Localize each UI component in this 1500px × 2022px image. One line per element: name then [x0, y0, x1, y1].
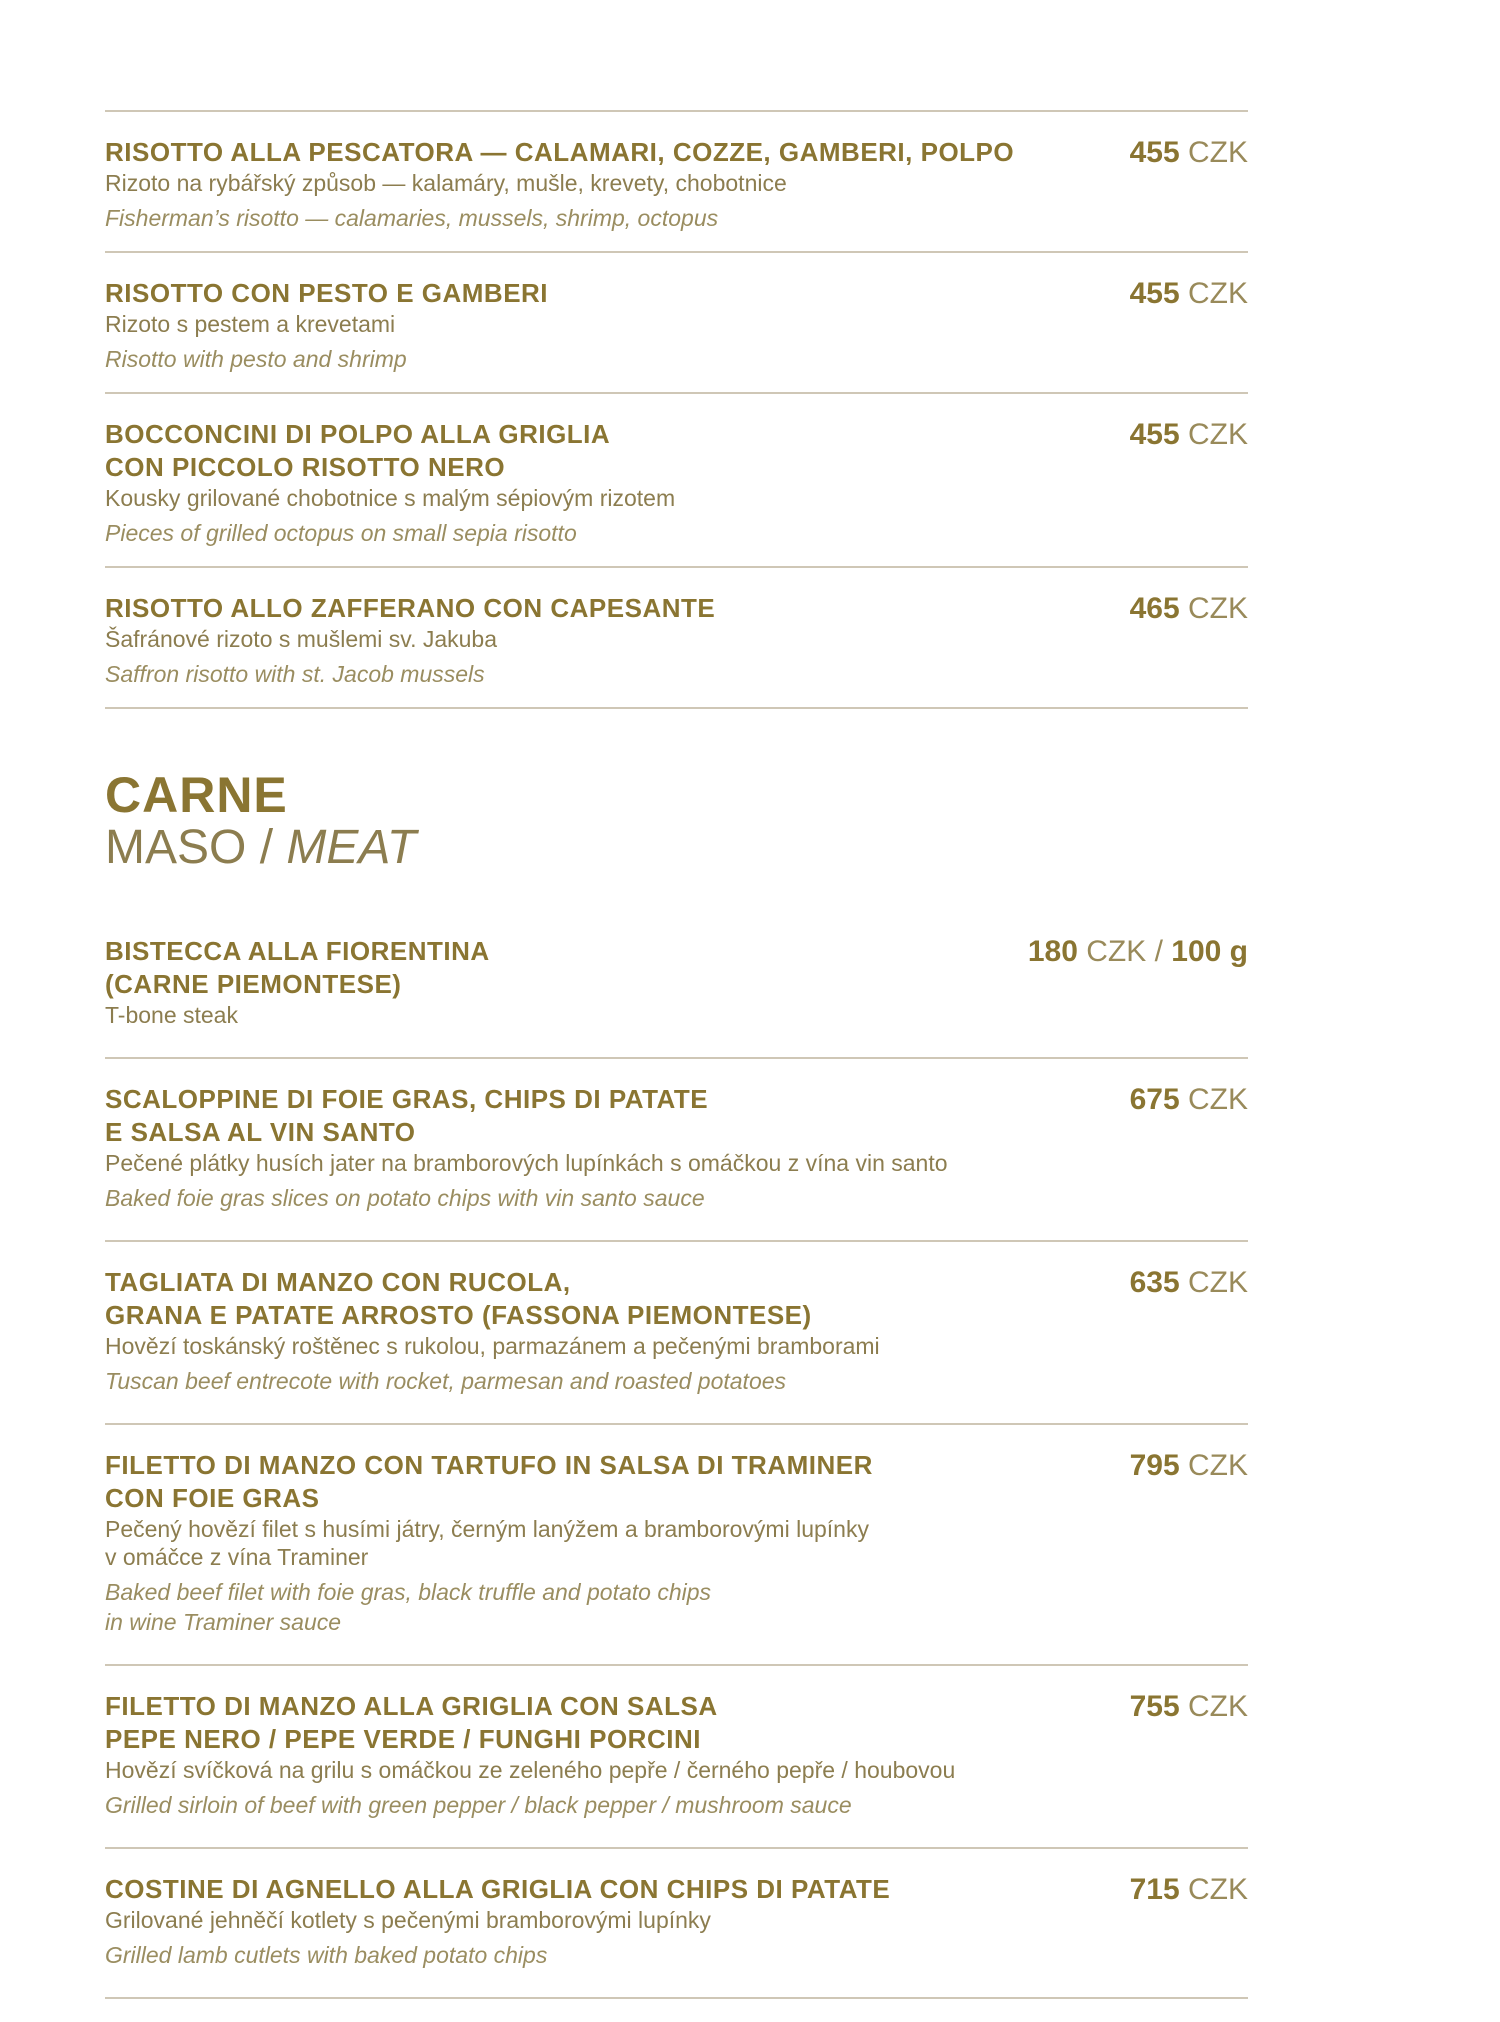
menu-item — [105, 1425, 1248, 1664]
divider — [105, 1997, 1248, 1999]
price-currency: CZK — [1086, 935, 1147, 968]
price-currency: CZK — [1188, 592, 1248, 625]
dish-name-it: RISOTTO ALLA PESCATORA — CALAMARI, COZZE, GAMBERI, POLPO — [105, 137, 1015, 167]
dish-name-it: RISOTTO ALLO ZAFFERANO CON CAPESANTE — [105, 593, 716, 623]
price-currency: CZK — [1188, 1266, 1248, 1299]
menu-item-text — [105, 277, 1110, 373]
section-header-carne — [105, 709, 1248, 875]
dish-name-it: CON PICCOLO RISOTTO NERO — [105, 452, 506, 482]
dish-name-it: BOCCONCINI DI POLPO ALLA GRIGLIA — [105, 419, 611, 449]
price-unit: 100 g — [1171, 935, 1248, 968]
menu-item-text — [105, 1266, 1110, 1395]
price-amount: 755 — [1129, 1690, 1180, 1723]
dish-name-en: Pieces of grilled octopus on small sepia risotto — [105, 520, 577, 546]
menu-item-text — [105, 1690, 1110, 1819]
dish-name-it: FILETTO DI MANZO ALLA GRIGLIA CON SALSA — [105, 1691, 718, 1721]
section-title: CARNE — [105, 767, 288, 823]
dish-name-cz: Šafránové rizoto s mušlemi sv. Jakuba — [105, 626, 498, 652]
price-amount: 180 — [1027, 935, 1078, 968]
menu-item-text — [105, 1449, 1110, 1636]
menu-item — [105, 253, 1248, 392]
menu-item-text — [105, 1873, 1110, 1969]
dish-price — [1110, 1265, 1248, 1301]
menu-item-text — [105, 418, 1110, 547]
menu-item-text — [105, 592, 1110, 688]
price-currency: CZK — [1188, 277, 1248, 310]
dish-name-it: SCALOPPINE DI FOIE GRAS, CHIPS DI PATATE — [105, 1084, 709, 1114]
dish-price — [1110, 1689, 1248, 1725]
dish-price — [1110, 1082, 1248, 1118]
price-currency: CZK — [1188, 1873, 1248, 1906]
dish-name-cz: Kousky grilované chobotnice s malým sépiovým rizotem — [105, 485, 676, 511]
price-amount: 675 — [1129, 1083, 1180, 1116]
dish-name-en: Risotto with pesto and shrimp — [105, 346, 407, 372]
dish-price — [1110, 135, 1248, 171]
dish-price — [1110, 276, 1248, 312]
menu-item — [105, 1849, 1248, 1997]
dish-price — [1110, 1872, 1248, 1908]
dish-price — [1110, 1448, 1248, 1484]
price-amount: 795 — [1129, 1449, 1180, 1482]
dish-name-it: FILETTO DI MANZO CON TARTUFO IN SALSA DI TRAMINER — [105, 1450, 873, 1480]
price-amount: 635 — [1129, 1266, 1180, 1299]
menu-item-text — [105, 935, 1008, 1029]
price-amount: 715 — [1129, 1873, 1180, 1906]
dish-name-en: Fisherman’s risotto — calamaries, mussels, shrimp, octopus — [105, 205, 719, 231]
dish-name-it: E SALSA AL VIN SANTO — [105, 1117, 416, 1147]
menu-item — [105, 568, 1248, 707]
dish-name-cz: T-bone steak — [105, 1002, 238, 1028]
dish-name-it: RISOTTO CON PESTO E GAMBERI — [105, 278, 549, 308]
dish-name-en: Grilled lamb cutlets with baked potato chips — [105, 1942, 548, 1968]
price-amount: 455 — [1129, 277, 1180, 310]
price-amount: 455 — [1129, 136, 1180, 169]
dish-name-cz: Rizoto na rybářský způsob — kalamáry, mušle, krevety, chobotnice — [105, 170, 787, 196]
price-currency: CZK — [1188, 1449, 1248, 1482]
price-currency: CZK — [1188, 1083, 1248, 1116]
dish-name-cz: Hovězí svíčková na grilu s omáčkou ze zeleného pepře / černého pepře / houbovou — [105, 1757, 956, 1783]
dish-name-en: Grilled sirloin of beef with green pepper / black pepper / mushroom sauce — [105, 1792, 852, 1818]
menu-item-text — [105, 136, 1110, 232]
dish-name-en: in wine Traminer sauce — [105, 1609, 342, 1635]
menu-item — [105, 1666, 1248, 1847]
dish-name-cz: Hovězí toskánský roštěnec s rukolou, parmazánem a pečenými bramborami — [105, 1333, 880, 1359]
price-currency: CZK — [1188, 418, 1248, 451]
section-subtitle-separator: / — [246, 821, 287, 874]
dish-name-it: PEPE NERO / PEPE VERDE / FUNGHI PORCINI — [105, 1724, 701, 1754]
menu-item — [105, 1242, 1248, 1423]
price-currency: CZK — [1188, 136, 1248, 169]
menu-item — [105, 911, 1248, 1057]
dish-name-it: COSTINE DI AGNELLO ALLA GRIGLIA CON CHIPS DI PATATE — [105, 1874, 891, 1904]
dish-name-cz: v omáčce z vína Traminer — [105, 1544, 369, 1570]
dish-name-it: GRANA E PATATE ARROSTO (FASSONA PIEMONTESE) — [105, 1300, 812, 1330]
dish-price — [1008, 934, 1248, 970]
dish-name-cz: Pečený hovězí filet s husími játry, černým lanýžem a bramborovými lupínky — [105, 1516, 869, 1542]
price-currency: CZK — [1188, 1690, 1248, 1723]
menu-item — [105, 1059, 1248, 1240]
dish-name-en: Baked beef filet with foie gras, black truffle and potato chips — [105, 1579, 712, 1605]
dish-name-en: Saffron risotto with st. Jacob mussels — [105, 661, 485, 687]
dish-name-cz: Pečené plátky husích jater na bramborových lupínkách s omáčkou z vína vin santo — [105, 1150, 948, 1176]
section-subtitle-cz: MASO — [105, 821, 247, 874]
meat-list — [105, 911, 1248, 1999]
section-subtitle — [105, 821, 1248, 875]
price-amount: 455 — [1129, 418, 1180, 451]
section-subtitle-en: MEAT — [286, 821, 417, 874]
price-per-separator: / — [1146, 935, 1172, 968]
risotto-list — [105, 112, 1248, 709]
dish-name-it: CON FOIE GRAS — [105, 1483, 320, 1513]
menu-item — [105, 394, 1248, 566]
dish-name-en: Baked foie gras slices on potato chips with vin santo sauce — [105, 1185, 705, 1211]
menu-item — [105, 112, 1248, 251]
dish-price — [1110, 591, 1248, 627]
menu-page — [105, 110, 1248, 1999]
menu-item-text — [105, 1083, 1110, 1212]
dish-price — [1110, 417, 1248, 453]
dish-name-cz: Rizoto s pestem a krevetami — [105, 311, 396, 337]
dish-name-cz: Grilované jehněčí kotlety s pečenými bramborovými lupínky — [105, 1907, 711, 1933]
dish-name-it: (CARNE PIEMONTESE) — [105, 969, 402, 999]
price-amount: 465 — [1129, 592, 1180, 625]
dish-name-it: TAGLIATA DI MANZO CON RUCOLA, — [105, 1267, 571, 1297]
dish-name-it: BISTECCA ALLA FIORENTINA — [105, 936, 490, 966]
dish-name-en: Tuscan beef entrecote with rocket, parmesan and roasted potatoes — [105, 1368, 787, 1394]
